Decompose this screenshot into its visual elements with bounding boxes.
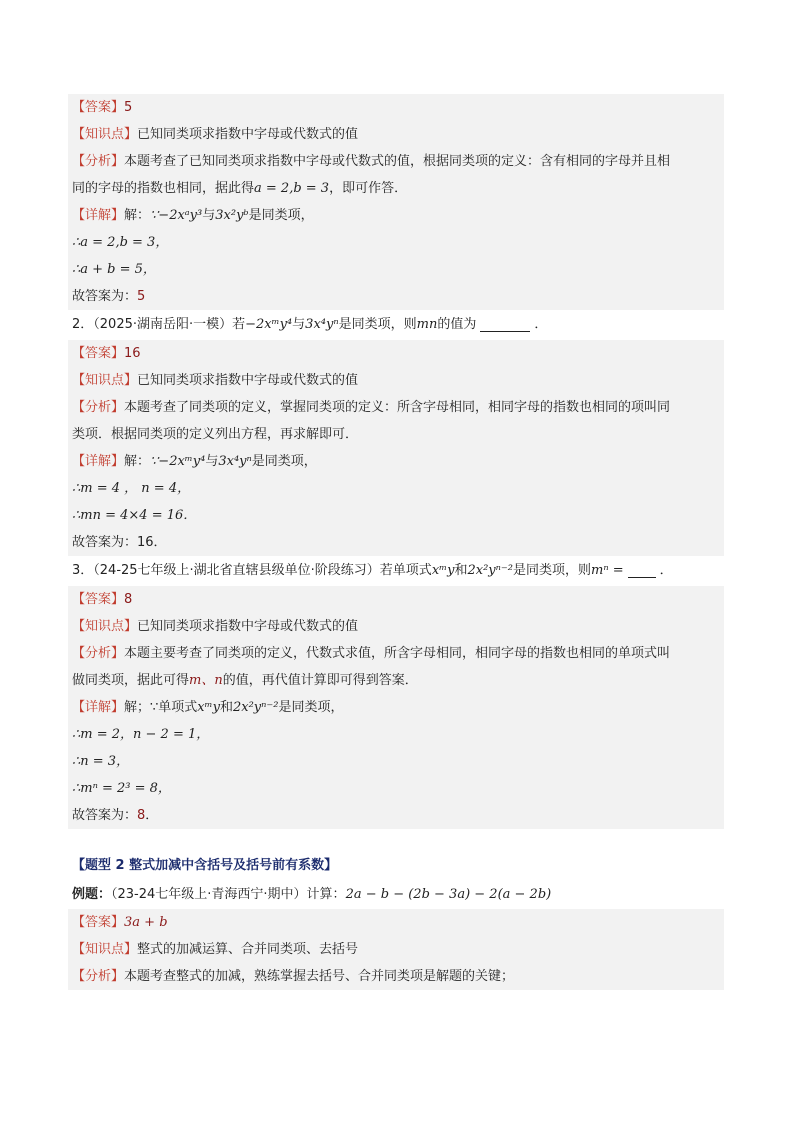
example-label: 例题：: [72, 887, 112, 902]
detail-label: 【详解】: [72, 700, 125, 715]
step-line: ∴a + b = 5，: [72, 262, 156, 277]
knowledge-point-line: [68, 367, 724, 394]
answer-label: 【答案】: [72, 100, 125, 115]
math-expression: ∵−2xᵃy³: [150, 208, 203, 223]
answer-label: 【答案】: [72, 915, 125, 930]
answer-line: [68, 909, 724, 936]
analysis-line: [68, 394, 724, 421]
analysis-line-2: 类项．根据同类项的定义列出方程，再求解即可．: [72, 427, 359, 442]
math-expression: 3x²yᵇ: [215, 208, 249, 223]
analysis-line-2: [68, 667, 724, 694]
text: 的值，再代值计算即可得到答案．: [222, 673, 418, 688]
final-answer-line: 故答案为：16．: [72, 535, 167, 550]
answer-label: 【答案】: [72, 592, 125, 607]
knowledge-point-text: 已知同类项求指数中字母或代数式的值: [137, 619, 359, 634]
knowledge-point-label: 【知识点】: [72, 942, 138, 957]
analysis-text: 本题考查整式的加减，熟练掌握去括号、合并同类项是解题的关键；: [124, 969, 515, 984]
detail-line: [68, 202, 724, 229]
knowledge-point-label: 【知识点】: [72, 127, 138, 142]
analysis-line: [68, 640, 724, 667]
document-page: [68, 94, 724, 990]
answer-label: 【答案】: [72, 346, 125, 361]
step-line: ∴n = 3，: [72, 754, 130, 769]
text: 故答案为：: [72, 289, 138, 304]
knowledge-point-text: 整式的加减运算、合并同类项、去括号: [137, 942, 359, 957]
answer-value: 8: [137, 808, 146, 823]
step-line: ∴m = 4 ， n = 4，: [72, 481, 191, 496]
analysis-label: 【分析】: [72, 400, 125, 415]
math-expression: 2x²yⁿ⁻²: [467, 563, 513, 578]
knowledge-point-text: 已知同类项求指数中字母或代数式的值: [137, 373, 359, 388]
example-stem: [68, 881, 724, 909]
text: 和: [454, 563, 468, 578]
analysis-label: 【分析】: [72, 646, 125, 661]
detail-line: [68, 694, 724, 721]
text: 解：: [124, 454, 151, 469]
text: 和: [219, 700, 233, 715]
text: 做同类项，据此可得: [72, 673, 190, 688]
knowledge-point-text: 已知同类项求指数中字母或代数式的值: [137, 127, 359, 142]
detail-line: [68, 448, 724, 475]
text: ．: [534, 317, 548, 332]
answer-value: 16: [124, 346, 141, 361]
detail-label: 【详解】: [72, 208, 125, 223]
analysis-text: 本题考查了同类项的定义，掌握同类项的定义：所含字母相同，相同字母的指数也相同的项叫同: [124, 400, 671, 415]
analysis-line: [68, 963, 724, 990]
knowledge-point-line: [68, 936, 724, 963]
text: ，即可作答．: [329, 181, 408, 196]
section-heading: 【题型 2 整式加减中含括号及括号前有系数】: [72, 858, 338, 873]
math-expression: xᵐy: [197, 700, 220, 715]
question-3-stem: [68, 556, 724, 586]
step-line: ∴a = 2,b = 3，: [72, 235, 169, 250]
text: 同的字母的指数也相同，据此得: [72, 181, 255, 196]
step-line: ∴mⁿ = 2³ = 8，: [72, 781, 171, 796]
knowledge-point-label: 【知识点】: [72, 373, 138, 388]
text: ．: [659, 563, 673, 578]
detail-label: 【详解】: [72, 454, 125, 469]
example-solution: [68, 909, 724, 990]
math-expression: −2xᵐy⁴: [245, 317, 293, 332]
final-answer-line: [68, 802, 724, 829]
math-expression: ∵−2xᵐy⁴: [150, 454, 206, 469]
text: 是同类项，: [248, 208, 314, 223]
answer-value: 5: [137, 289, 146, 304]
text: 2．（2025·湖南岳阳·一模）若: [72, 317, 246, 332]
text: 是同类项，则: [338, 317, 417, 332]
text: ．: [145, 808, 159, 823]
analysis-line: [68, 148, 724, 175]
text: 3．（24-25七年级上·湖北省直辖县级单位·阶段练习）若单项式: [72, 563, 432, 578]
text: 解：: [124, 208, 151, 223]
analysis-text: 本题考查了已知同类项求指数中字母或代数式的值，根据同类项的定义：含有相同的字母并且相: [124, 154, 671, 169]
analysis-line-2: [68, 175, 724, 202]
step-line: ∴m = 2，n − 2 = 1，: [72, 727, 210, 742]
q2-solution: [68, 340, 724, 556]
final-answer-line: [68, 283, 724, 310]
answer-line: [68, 94, 724, 121]
answer-value: 3a + b: [124, 915, 168, 930]
text: 是同类项，则: [512, 563, 591, 578]
answer-value: 5: [124, 100, 133, 115]
math-expression: xᵐy: [431, 563, 455, 578]
text: 解；∵单项式: [124, 700, 198, 715]
knowledge-point-line: [68, 613, 724, 640]
answer-value: 8: [124, 592, 133, 607]
math-expression: mn: [416, 317, 438, 332]
text: 是同类项，: [251, 454, 317, 469]
text: （23-24七年级上·青海西宁·期中）计算：: [111, 887, 346, 902]
text: 是同类项，: [278, 700, 344, 715]
answer-line: [68, 340, 724, 367]
q1-solution: [68, 94, 724, 310]
math-expression: m、n: [189, 673, 223, 688]
knowledge-point-label: 【知识点】: [72, 619, 138, 634]
answer-blank: [480, 317, 530, 332]
text: 与: [202, 208, 216, 223]
analysis-text: 本题主要考查了同类项的定义，代数式求值，所含字母相同，相同字母的指数也相同的单项式叫: [124, 646, 671, 661]
question-2-stem: [68, 310, 724, 340]
text: 与: [292, 317, 306, 332]
math-expression: 3x⁴yⁿ: [218, 454, 252, 469]
text: 与: [205, 454, 219, 469]
math-expression: 3x⁴yⁿ: [305, 317, 339, 332]
text: 故答案为：: [72, 808, 138, 823]
knowledge-point-line: [68, 121, 724, 148]
answer-blank: [628, 563, 656, 578]
math-expression: a = 2,b = 3: [254, 181, 330, 196]
text: 的值为: [437, 317, 477, 332]
step-line: ∴mn = 4×4 = 16．: [72, 508, 197, 523]
math-expression: 2x²yⁿ⁻²: [232, 700, 279, 715]
math-expression: mⁿ =: [591, 563, 624, 578]
analysis-label: 【分析】: [72, 969, 125, 984]
math-expression: 2a − b − (2b − 3a) − 2(a − 2b): [345, 887, 552, 902]
answer-line: [68, 586, 724, 613]
analysis-label: 【分析】: [72, 154, 125, 169]
q3-solution: [68, 586, 724, 829]
